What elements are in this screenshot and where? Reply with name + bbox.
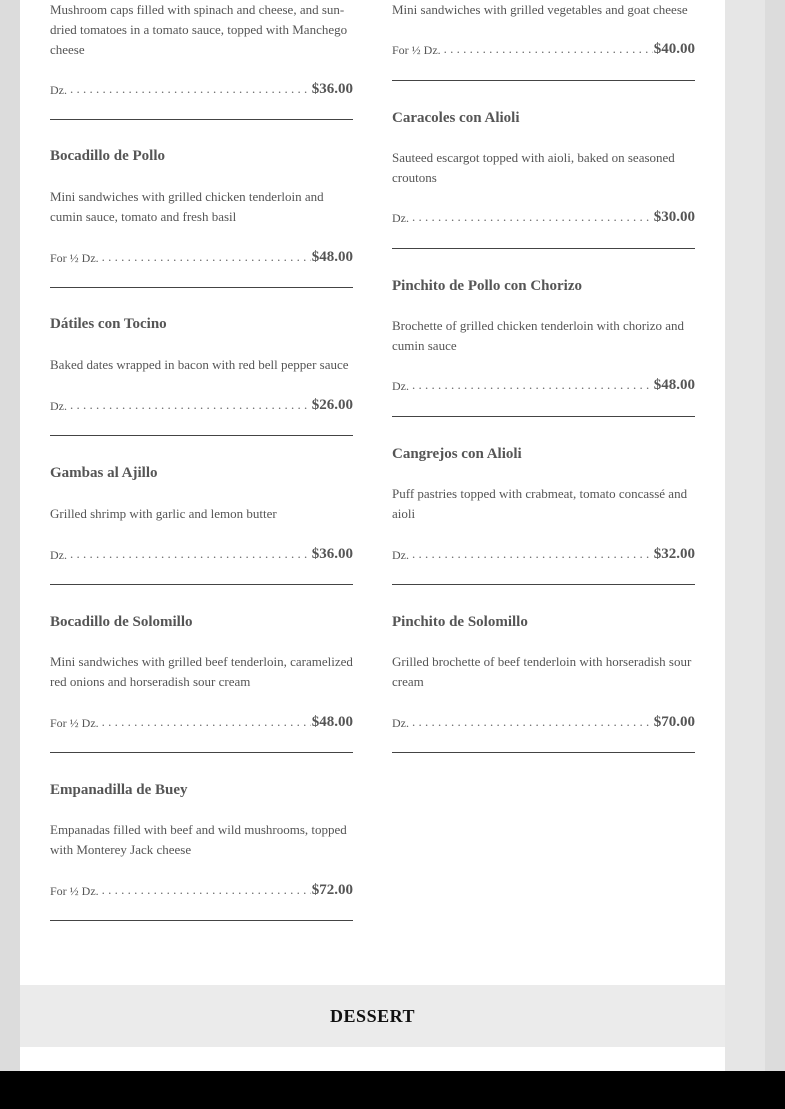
dessert-section-header[interactable] [20, 985, 725, 1047]
dot-leader [70, 546, 311, 562]
item-price-row [50, 78, 353, 98]
item-quantity: Dz. [392, 379, 409, 393]
item-name: Dátiles con Tocino [50, 316, 167, 332]
dot-leader [70, 397, 311, 413]
dot-leader [102, 249, 311, 265]
section-title: DESSERT [330, 1005, 415, 1026]
menu-item [50, 0, 353, 120]
menu-item [392, 584, 695, 753]
item-price-row [392, 543, 695, 563]
item-quantity: Dz. [50, 399, 67, 413]
item-description: Mini sandwiches with grilled beef tenderloin, caramelized red onions and horseradish sour cream [50, 654, 353, 689]
item-quantity: Dz. [392, 548, 409, 562]
item-description: Empanadas filled with beef and wild mushrooms, topped with Monterey Jack cheese [50, 822, 347, 857]
menu-item [50, 584, 353, 753]
item-quantity: For ½ Dz. [50, 884, 99, 898]
item-price-row [392, 374, 695, 394]
dot-leader [412, 209, 653, 225]
item-description: Mushroom caps filled with spinach and cheese, and sun-dried tomatoes in a tomato sauce, topped with Manchego cheese [50, 2, 348, 57]
item-name: Gambas al Ajillo [50, 465, 158, 481]
dessert-section-body [20, 1047, 725, 1071]
item-name: Cangrejos con Alioli [392, 446, 522, 462]
item-price-row [392, 38, 695, 58]
item-price-row [392, 711, 695, 731]
menu-item [392, 0, 695, 81]
item-quantity: For ½ Dz. [50, 716, 99, 730]
item-price: $72.00 [311, 882, 353, 898]
item-quantity: Dz. [50, 83, 67, 97]
item-price: $48.00 [311, 249, 353, 265]
item-price: $36.00 [311, 81, 353, 97]
item-name: Pinchito de Solomillo [392, 614, 528, 630]
dot-leader [412, 714, 653, 730]
item-description: Baked dates wrapped in bacon with red bell pepper sauce [50, 357, 349, 372]
menu-item [392, 416, 695, 585]
menu-item [50, 435, 353, 585]
dot-leader [412, 377, 653, 393]
dot-leader [102, 714, 311, 730]
item-name: Bocadillo de Pollo [50, 148, 166, 164]
item-price-row [50, 543, 353, 563]
footer-bar [0, 1071, 785, 1109]
item-price-row [50, 394, 353, 414]
menu-item [392, 80, 695, 249]
item-quantity: Dz. [392, 716, 409, 730]
item-name: Bocadillo de Solomillo [50, 614, 193, 630]
item-description: Puff pastries topped with crabmeat, tomato concassé and aioli [392, 486, 688, 521]
dot-leader [444, 41, 653, 57]
item-price: $70.00 [653, 714, 695, 730]
menu-item [392, 248, 695, 417]
item-quantity: Dz. [392, 211, 409, 225]
menu-item [50, 752, 353, 921]
item-description: Grilled brochette of beef tenderloin with horseradish sour cream [392, 654, 692, 689]
item-price: $30.00 [653, 209, 695, 225]
item-description: Sauteed escargot topped with aioli, baked on seasoned croutons [392, 150, 675, 185]
item-price: $32.00 [653, 546, 695, 562]
menu-item [50, 119, 353, 288]
item-description: Mini sandwiches with grilled vegetables and goat cheese [392, 2, 688, 17]
item-name: Pinchito de Pollo con Chorizo [392, 278, 582, 294]
dot-leader [70, 81, 311, 97]
item-description: Brochette of grilled chicken tenderloin with chorizo and cumin sauce [392, 318, 685, 353]
item-description: Mini sandwiches with grilled chicken tenderloin and cumin sauce, tomato and fresh basil [50, 189, 324, 224]
item-price: $26.00 [311, 397, 353, 413]
item-price-row [50, 711, 353, 731]
item-price: $48.00 [653, 377, 695, 393]
item-name: Caracoles con Alioli [392, 110, 520, 126]
dot-leader [412, 546, 653, 562]
item-quantity: For ½ Dz. [50, 251, 99, 265]
dot-leader [102, 882, 311, 898]
item-price: $40.00 [653, 41, 695, 57]
menu-item [50, 287, 353, 436]
item-price: $48.00 [311, 714, 353, 730]
item-price-row [50, 246, 353, 266]
item-quantity: Dz. [50, 548, 67, 562]
item-description: Grilled shrimp with garlic and lemon butter [50, 506, 277, 521]
item-price-row [50, 879, 353, 899]
item-quantity: For ½ Dz. [392, 43, 441, 57]
item-price-row [392, 206, 695, 226]
item-price: $36.00 [311, 546, 353, 562]
item-name: Empanadilla de Buey [50, 782, 188, 798]
